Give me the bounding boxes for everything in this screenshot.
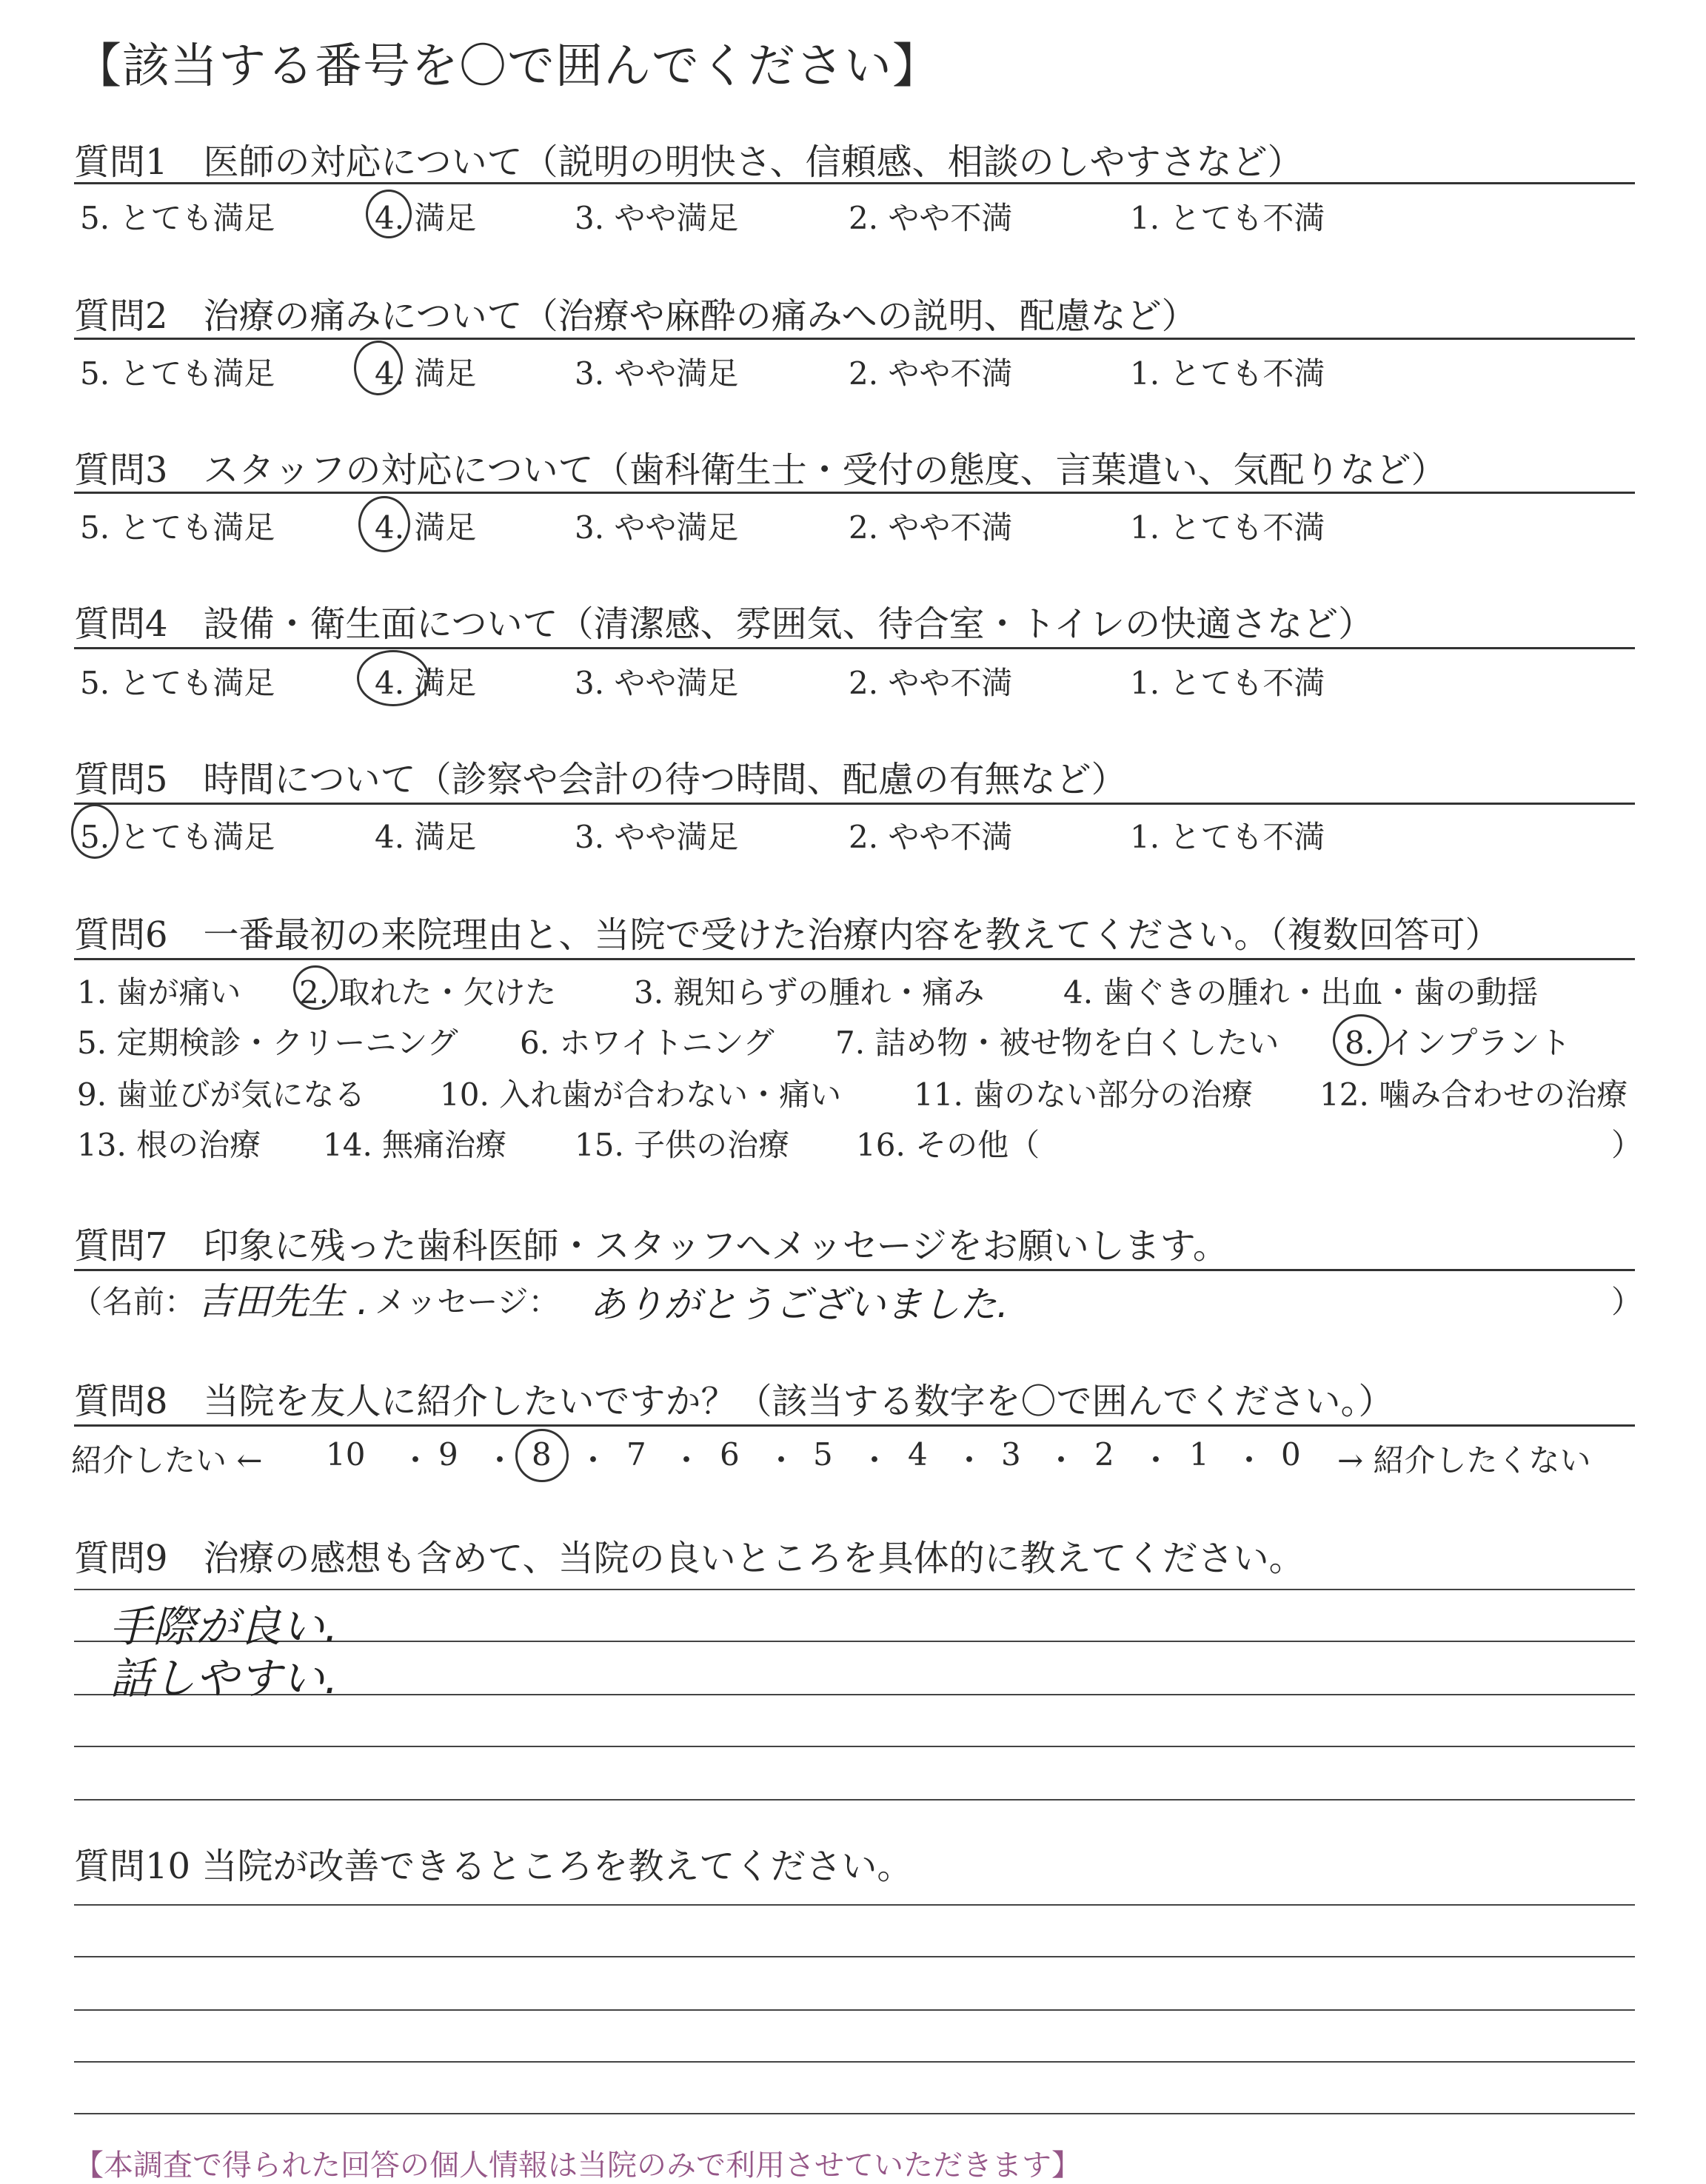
q1-option-1[interactable]: 1. とても不満	[1130, 200, 1325, 236]
q8-dot: ・	[1140, 1442, 1172, 1478]
q10-answer-line-1	[74, 1904, 1635, 1906]
q6-item-5[interactable]: 5. 定期検診・クリーニング	[77, 1025, 458, 1061]
q1-selection-circle	[366, 190, 412, 238]
q9-answer-line-5	[74, 1799, 1635, 1801]
q4-option-2[interactable]: 2. やや不満	[849, 665, 1013, 701]
q7-name-label: （名前：	[71, 1284, 196, 1320]
q8-value-5[interactable]: 5	[813, 1436, 833, 1473]
q7-close-paren: ）	[1611, 1284, 1643, 1320]
q1-option-4[interactable]: 4. 満足	[375, 200, 477, 236]
q9-answer-line-4	[74, 1746, 1635, 1747]
q8-dot: ・	[1234, 1442, 1265, 1478]
bottom-cut-text: 【本調査で得られた回答の個人情報は当院のみで利用させていただきます】	[74, 2148, 1081, 2183]
q6-item-1[interactable]: 1. 歯が痛い	[77, 974, 241, 1011]
question-5-rule	[74, 803, 1635, 805]
q5-option-4[interactable]: 4. 満足	[375, 819, 477, 855]
q8-value-7[interactable]: 7	[626, 1436, 646, 1473]
question-7-rule	[74, 1269, 1635, 1271]
question-4-rule	[74, 647, 1635, 649]
q8-value-9[interactable]: 9	[438, 1436, 458, 1473]
q4-option-5[interactable]: 5. とても満足	[80, 665, 275, 701]
q8-dot: ・	[766, 1442, 797, 1478]
q3-option-5[interactable]: 5. とても満足	[80, 509, 275, 546]
q3-option-3[interactable]: 3. やや満足	[575, 509, 739, 546]
q6-item-2[interactable]: 2. 取れた・欠けた	[299, 974, 557, 1011]
q3-option-4[interactable]: 4. 満足	[375, 509, 477, 546]
q6-item-14[interactable]: 14. 無痛治療	[323, 1127, 507, 1163]
question-8-title: 質問8 当院を友人に紹介したいですか？（該当する数字を〇で囲んでください。）	[74, 1381, 1394, 1422]
q4-option-3[interactable]: 3. やや満足	[575, 665, 739, 701]
question-10-title: 質問10 当院が改善できるところを教えてください。	[74, 1846, 913, 1887]
question-4-title: 質問4 設備・衛生面について（清潔感、雰囲気、待合室・トイレの快適さなど）	[74, 603, 1374, 645]
q10-answer-line-4	[74, 2061, 1635, 2063]
question-8-rule	[74, 1424, 1635, 1427]
q6-item-11[interactable]: 11. 歯のない部分の治療	[914, 1076, 1254, 1113]
q5-selection-circle	[71, 804, 118, 859]
q3-option-2[interactable]: 2. やや不満	[849, 509, 1013, 546]
q9-answer-line-1	[74, 1589, 1635, 1590]
q3-option-1[interactable]: 1. とても不満	[1130, 509, 1325, 546]
q2-option-1[interactable]: 1. とても不満	[1130, 355, 1325, 392]
form-heading: 【該当する番号を〇で囲んでください】	[74, 39, 940, 94]
q5-option-2[interactable]: 2. やや不満	[849, 819, 1013, 855]
q2-option-4[interactable]: 4. 満足	[375, 355, 477, 392]
q6-item-7[interactable]: 7. 詰め物・被せ物を白くしたい	[835, 1025, 1280, 1061]
q8-dot: ・	[671, 1442, 703, 1478]
q6-item-6[interactable]: 6. ホワイトニング	[520, 1025, 775, 1061]
q6-item-10[interactable]: 10. 入れ歯が合わない・痛い	[440, 1076, 842, 1113]
q8-value-8[interactable]: 8	[532, 1436, 552, 1473]
q8-dot: ・	[954, 1442, 986, 1478]
q8-value-10[interactable]: 10	[326, 1436, 366, 1473]
q8-dot: ・	[484, 1442, 516, 1478]
q6-selection-circle-8	[1333, 1014, 1389, 1066]
q6-item-9[interactable]: 9. 歯並びが気になる	[77, 1076, 366, 1113]
question-6-title: 質問6 一番最初の来院理由と、当院で受けた治療内容を教えてください。（複数回答可）	[74, 914, 1501, 956]
q8-selection-circle	[515, 1429, 569, 1482]
question-7-title: 質問7 印象に残った歯科医師・スタッフへメッセージをお願いします。	[74, 1225, 1228, 1267]
q8-value-2[interactable]: 2	[1094, 1436, 1114, 1473]
q9-answer-2[interactable]: 話しやすい.	[110, 1653, 338, 1704]
q5-option-1[interactable]: 1. とても不満	[1130, 819, 1325, 855]
q8-left-label: 紹介したい ←	[71, 1442, 263, 1478]
q6-other-close-paren: ）	[1611, 1127, 1643, 1163]
q8-value-0[interactable]: 0	[1281, 1436, 1301, 1473]
q3-selection-circle	[358, 496, 410, 552]
q8-value-3[interactable]: 3	[1001, 1436, 1021, 1473]
q4-selection-circle	[357, 650, 429, 706]
question-2-title: 質問2 治療の痛みについて（治療や麻酔の痛みへの説明、配慮など）	[74, 295, 1197, 337]
q2-option-2[interactable]: 2. やや不満	[849, 355, 1013, 392]
q7-message-label: メッセージ：	[375, 1284, 560, 1320]
q10-answer-line-5	[74, 2113, 1635, 2114]
q8-dot: ・	[578, 1442, 609, 1478]
q8-value-6[interactable]: 6	[720, 1436, 740, 1473]
q8-dot: ・	[859, 1442, 891, 1478]
q8-value-4[interactable]: 4	[908, 1436, 928, 1473]
q7-name-value[interactable]: 吉田先生 .	[197, 1280, 369, 1323]
q6-item-13[interactable]: 13. 根の治療	[77, 1127, 261, 1163]
q2-option-5[interactable]: 5. とても満足	[80, 355, 275, 392]
q9-answer-1[interactable]: 手際が良い.	[110, 1601, 338, 1652]
q2-selection-circle	[354, 341, 403, 395]
question-5-title: 質問5 時間について（診察や会計の待つ時間、配慮の有無など）	[74, 759, 1127, 800]
q6-item-3[interactable]: 3. 親知らずの腫れ・痛み	[634, 974, 985, 1011]
q8-value-1[interactable]: 1	[1189, 1436, 1209, 1473]
q4-option-4[interactable]: 4. 満足	[375, 665, 477, 701]
question-9-title: 質問9 治療の感想も含めて、当院の良いところを具体的に教えてください。	[74, 1538, 1305, 1579]
question-1-title: 質問1 医師の対応について（説明の明快さ、信頼感、相談のしやすさなど）	[74, 141, 1303, 183]
q10-answer-line-3	[74, 2009, 1635, 2011]
q2-option-3[interactable]: 3. やや満足	[575, 355, 739, 392]
q7-message-value[interactable]: ありがとうございました.	[589, 1283, 1008, 1326]
q1-option-3[interactable]: 3. やや満足	[575, 200, 739, 236]
q6-item-8[interactable]: 8. インプラント	[1345, 1025, 1571, 1061]
q1-option-5[interactable]: 5. とても満足	[80, 200, 275, 236]
question-2-rule	[74, 338, 1635, 340]
q6-item-16[interactable]: 16. その他（	[856, 1127, 1040, 1163]
q6-item-12[interactable]: 12. 噛み合わせの治療	[1319, 1076, 1628, 1113]
q4-option-1[interactable]: 1. とても不満	[1130, 665, 1325, 701]
question-3-title: 質問3 スタッフの対応について（歯科衛生士・受付の態度、言葉遣い、気配りなど）	[74, 449, 1447, 491]
question-6-rule	[74, 958, 1635, 960]
question-3-rule	[74, 492, 1635, 494]
question-1-rule	[74, 182, 1635, 184]
q6-selection-circle-2	[293, 965, 338, 1010]
q6-item-15[interactable]: 15. 子供の治療	[575, 1127, 790, 1163]
q10-answer-line-2	[74, 1956, 1635, 1957]
q8-dot: ・	[400, 1442, 432, 1478]
q5-option-5[interactable]: 5. とても満足	[80, 819, 275, 855]
q6-item-4[interactable]: 4. 歯ぐきの腫れ・出血・歯の動揺	[1063, 974, 1539, 1011]
q8-dot: ・	[1046, 1442, 1077, 1478]
q1-option-2[interactable]: 2. やや不満	[849, 200, 1013, 236]
q8-right-label: → 紹介したくない	[1337, 1442, 1591, 1478]
q5-option-3[interactable]: 3. やや満足	[575, 819, 739, 855]
